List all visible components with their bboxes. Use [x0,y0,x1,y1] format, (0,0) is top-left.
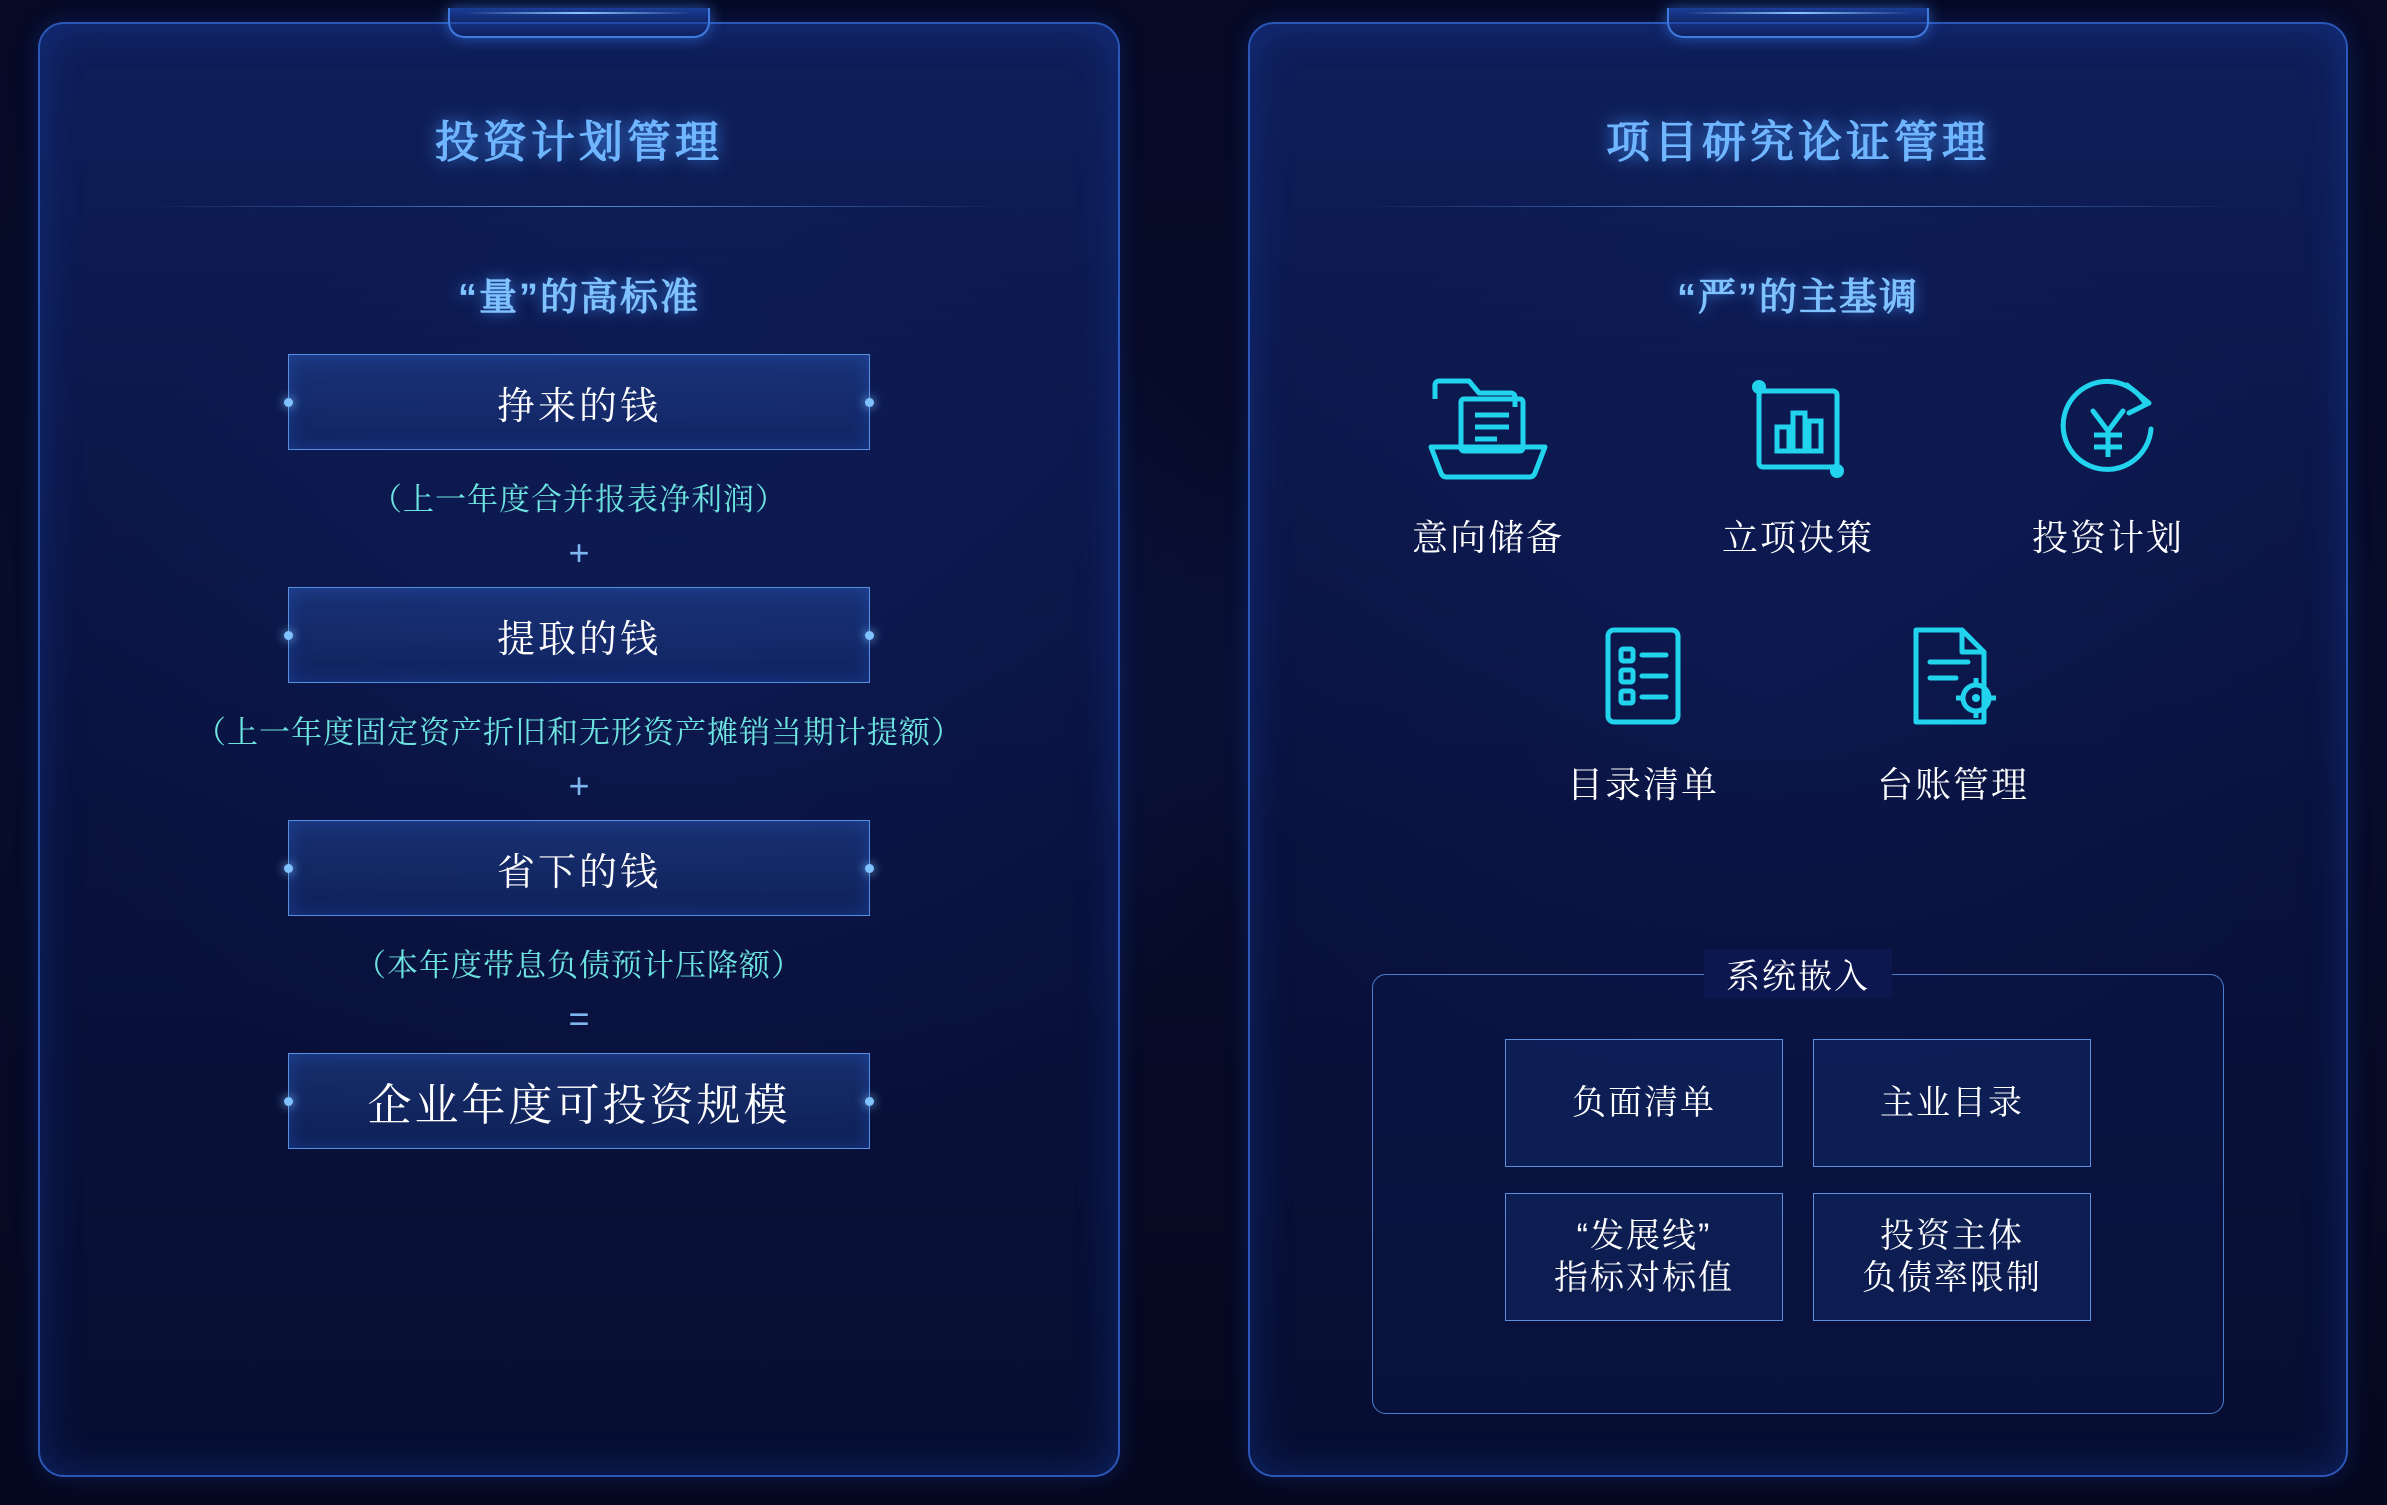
formula-chip[interactable] [288,587,870,683]
embedded-item-line2: 指标对标值 [1554,1259,1734,1297]
formula-chip-label: 提取的钱 [496,618,661,661]
panel-title-right: 项目研究论证管理 [1606,118,1990,167]
panel-subtitle-right: “严”的主基调 [1676,277,1919,319]
formula-operator-2: + [568,765,590,806]
title-divider-left [160,206,998,207]
embedded-system-group [1372,958,2224,1414]
capability-icon-grid [1310,354,2286,848]
checklist-icon [1488,601,1798,751]
chip-dot-right-icon [865,864,874,873]
formula-result-label: 企业年度可投资规模 [367,1081,791,1130]
bar-chart-icon [1643,354,1953,504]
formula-step-1 [288,354,870,450]
panel-investment-plan [38,22,1120,1477]
formula-operator-1: + [568,532,590,573]
panel-title-left: 投资计划管理 [435,118,723,167]
panel-project-research [1248,22,2348,1477]
chip-dot-right-icon [865,631,874,640]
formula-result-chip[interactable] [288,1053,870,1149]
embedded-item-negative-list[interactable] [1505,1039,1783,1167]
formula-caption-1: （上一年度合并报表净利润） [371,482,787,517]
formula-chip[interactable] [288,354,870,450]
formula-step-2 [288,587,870,683]
chip-dot-left-icon [284,1097,293,1106]
capability-item-ledger-management[interactable] [1798,601,2108,808]
capability-label: 目录清单 [1566,764,1719,805]
formula-operator-3: = [568,998,590,1039]
capability-item-project-decision[interactable] [1643,354,1953,561]
formula-caption-2: （上一年度固定资产折旧和无形资产摊销当期计提额） [195,715,963,750]
embedded-item-line1: 投资主体 [1880,1216,2024,1255]
capability-label: 意向储备 [1411,517,1564,558]
embedded-item-development-line-benchmark[interactable] [1505,1193,1783,1321]
capability-label: 台账管理 [1876,764,2029,805]
formula-chip-label: 挣来的钱 [496,385,661,428]
chip-dot-left-icon [284,864,293,873]
embedded-item-main-business-catalog[interactable] [1813,1039,2091,1167]
formula-result [288,1053,870,1149]
panel-subtitle-left: “量”的高标准 [457,277,700,319]
chip-dot-right-icon [865,398,874,407]
capability-label: 立项决策 [1721,517,1874,558]
capability-label: 投资计划 [2031,517,2184,558]
embedded-system-legend: 系统嵌入 [1704,949,1892,998]
formula-chip[interactable] [288,820,870,916]
embedded-item-line2: 负债率限制 [1862,1259,2042,1297]
embedded-item-line1: “发展线” [1576,1216,1712,1255]
panel-notch-right [1667,8,1929,38]
embedded-system-grid [1461,1039,2135,1321]
formula-step-3 [288,820,870,916]
document-gear-icon [1798,601,2108,751]
embedded-item-line1: 主业目录 [1880,1083,2024,1122]
formula-caption-3: （本年度带息负债预计压降额） [355,948,803,983]
folder-document-icon [1333,354,1643,504]
title-divider-right [1370,206,2226,207]
yen-refresh-icon [1953,354,2263,504]
chip-dot-left-icon [284,398,293,407]
chip-dot-left-icon [284,631,293,640]
investment-formula-flow [40,354,1118,1149]
embedded-item-investor-debt-ratio-limit[interactable] [1813,1193,2091,1321]
capability-item-investment-plan[interactable] [1953,354,2263,561]
capability-item-intent-reserve[interactable] [1333,354,1643,561]
formula-chip-label: 省下的钱 [496,851,661,894]
embedded-item-line1: 负面清单 [1572,1083,1716,1122]
chip-dot-right-icon [865,1097,874,1106]
capability-item-catalog-list[interactable] [1488,601,1798,808]
panel-notch-left [448,8,710,38]
